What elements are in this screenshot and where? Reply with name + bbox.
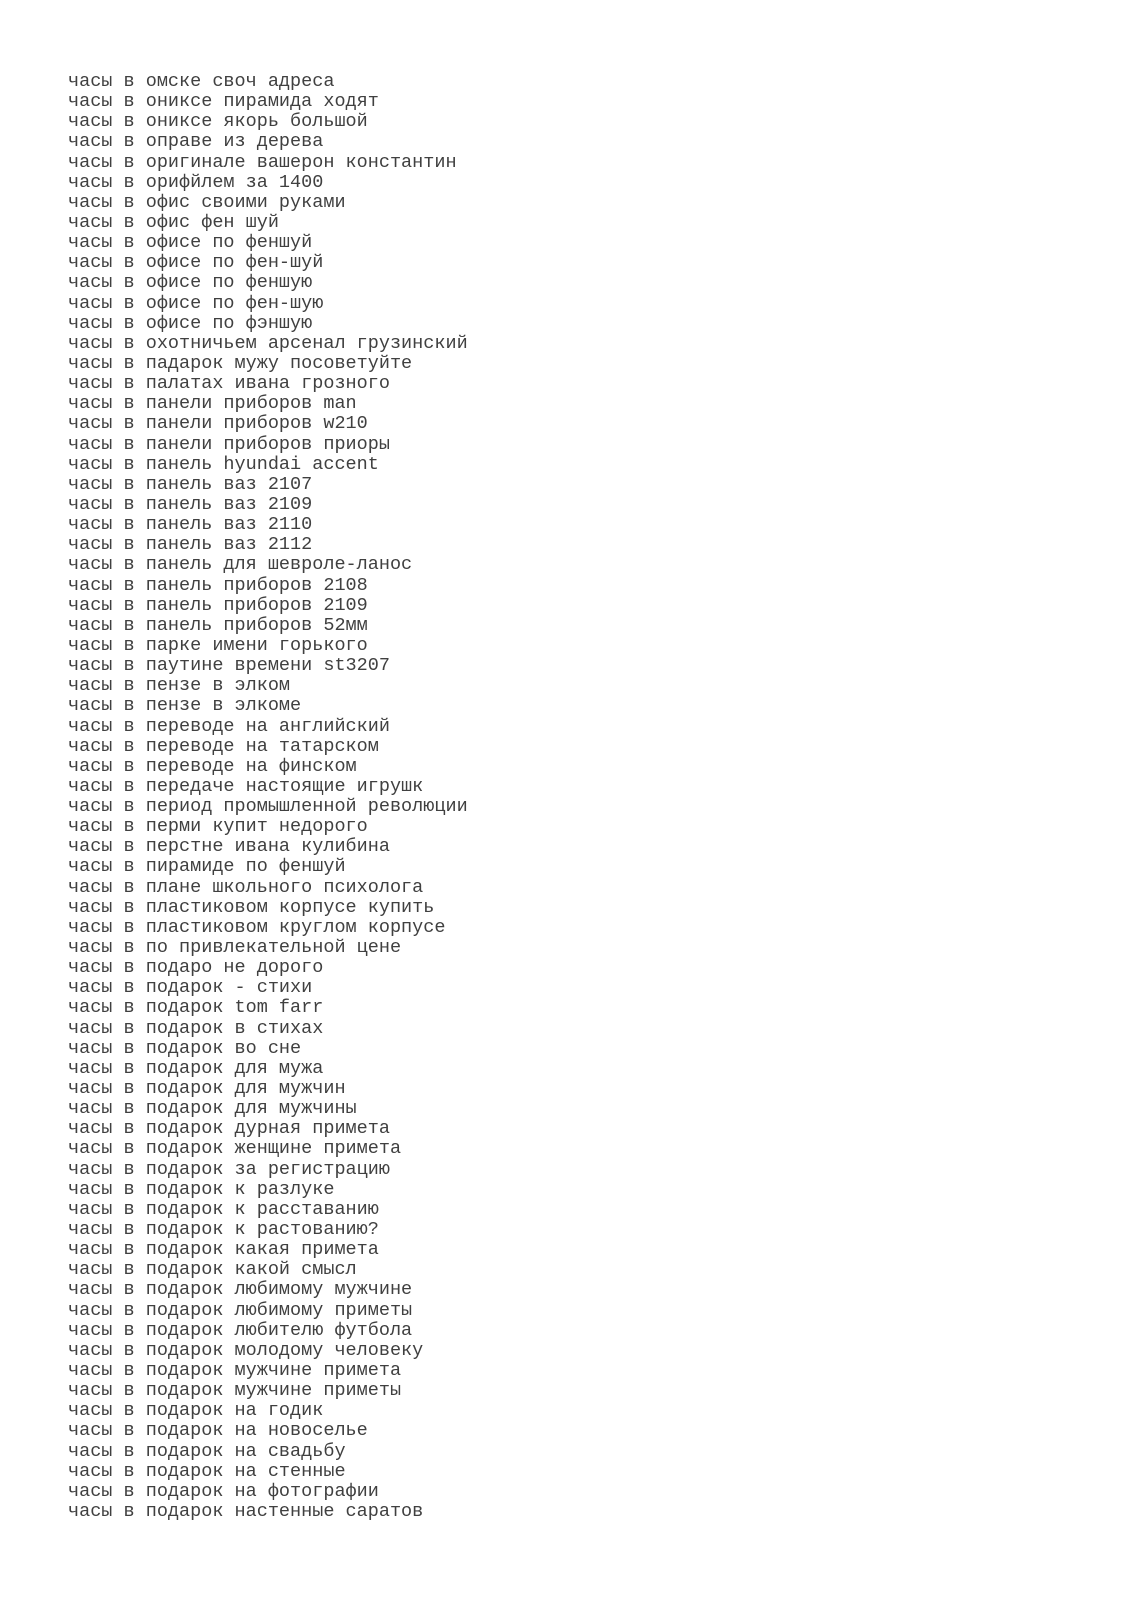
text-line: часы в омске своч адреса <box>68 71 335 92</box>
text-line: часы в по привлекательной цене <box>68 937 402 959</box>
text-line: часы в передаче настоящие игрушк <box>68 775 424 797</box>
text-line: часы в подарок мужчине приметы <box>68 1380 402 1402</box>
text-line: часы в подарок для мужа <box>68 1057 324 1079</box>
text-line: часы в подарок tom farr <box>68 997 324 1019</box>
text-line: часы в пензе в элком <box>68 675 291 697</box>
text-line: часы в подарок за регистрацию <box>68 1158 390 1180</box>
text-line: часы в перстне ивана кулибина <box>68 836 390 858</box>
text-line: часы в подарок - стихи <box>68 977 313 999</box>
text-line: часы в подарок в стихах <box>68 1017 324 1039</box>
text-line: часы в подарок на годик <box>68 1400 324 1422</box>
text-line: часы в перми купит недорого <box>68 816 368 838</box>
text-line: часы в офисе по фэншую <box>68 312 313 334</box>
text-line: часы в подарок молодому человеку <box>68 1339 424 1361</box>
text-line: часы в офисе по феншую <box>68 272 313 294</box>
text-line: часы в панель hyundai accent <box>68 453 379 475</box>
text-line: часы в офис своими руками <box>68 191 346 213</box>
text-line: часы в подарок женщине примета <box>68 1138 402 1160</box>
text-line: часы в подаро не дорого <box>68 957 324 979</box>
text-line: часы в офисе по фен-шуй <box>68 252 324 274</box>
text-line: часы в подарок для мужчины <box>68 1098 357 1120</box>
text-line: часы в подарок любимому приметы <box>68 1299 413 1321</box>
text-line: часы в офис фен шуй <box>68 211 279 233</box>
text-line: часы в переводе на финском <box>68 755 357 777</box>
text-line: часы в подарок на новоселье <box>68 1420 368 1442</box>
text-line: часы в подарок во сне <box>68 1037 302 1059</box>
text-line: часы в ониксе пирамида ходят <box>68 91 379 113</box>
text-line: часы в офисе по фен-шую <box>68 292 324 314</box>
text-line: часы в панель ваз 2107 <box>68 473 313 495</box>
text-line: часы в орифйлем за 1400 <box>68 171 324 193</box>
text-block <box>68 72 468 1522</box>
text-line: часы в парке имени горького <box>68 634 368 656</box>
text-line: часы в панели приборов w210 <box>68 413 368 435</box>
text-line: часы в подарок какой смысл <box>68 1259 357 1281</box>
text-line: часы в подарок любителю футбола <box>68 1319 413 1341</box>
text-line: часы в подарок на стенные <box>68 1460 346 1482</box>
text-line: часы в подарок на свадьбу <box>68 1440 346 1462</box>
text-line: часы в панель ваз 2112 <box>68 534 313 556</box>
text-line: часы в панель ваз 2110 <box>68 514 313 536</box>
text-line: часы в подарок настенные саратов <box>68 1500 424 1522</box>
text-line: часы в переводе на татарском <box>68 735 379 757</box>
text-line: часы в пирамиде по феншуй <box>68 856 346 878</box>
text-line: часы в панель приборов 2108 <box>68 574 368 596</box>
text-line: часы в плане школьного психолога <box>68 876 424 898</box>
text-line: часы в панели приборов man <box>68 393 357 415</box>
text-line: часы в подарок к растованию? <box>68 1219 379 1241</box>
text-line: часы в палатах ивана грозного <box>68 373 390 395</box>
text-line: часы в подарок к разлуке <box>68 1178 335 1200</box>
text-line: часы в подарок мужчине примета <box>68 1360 402 1381</box>
text-line: часы в подарок какая примета <box>68 1239 379 1261</box>
text-line: часы в подарок на фотографии <box>68 1480 379 1502</box>
text-line: часы в панель для шевроле-ланос <box>68 554 413 576</box>
text-line: часы в оригинале вашерон константин <box>68 151 457 173</box>
text-line: часы в пензе в элкоме <box>68 695 302 717</box>
text-line: часы в оправе из дерева <box>68 131 324 153</box>
text-line: часы в падарок мужу посоветуйте <box>68 352 413 374</box>
text-line: часы в панель приборов 52мм <box>68 614 368 636</box>
text-line: часы в панель приборов 2109 <box>68 594 368 616</box>
text-line: часы в охотничьем арсенал грузинский <box>68 332 468 354</box>
text-line: часы в подарок для мужчин <box>68 1078 346 1100</box>
text-line: часы в подарок к расставанию <box>68 1198 379 1220</box>
text-line: часы в подарок дурная примета <box>68 1118 390 1140</box>
text-line: часы в пластиковом круглом корпусе <box>68 916 446 938</box>
text-line: часы в панели приборов приоры <box>68 433 390 455</box>
text-line: часы в период промышленной революции <box>68 796 468 818</box>
text-line: часы в панель ваз 2109 <box>68 493 313 515</box>
text-line: часы в паутине времени st3207 <box>68 655 390 677</box>
text-line: часы в пластиковом корпусе купить <box>68 896 435 918</box>
text-line: часы в офисе по феншуй <box>68 232 313 254</box>
text-line: часы в переводе на английский <box>68 715 390 737</box>
text-line: часы в подарок любимому мужчине <box>68 1279 413 1301</box>
text-line: часы в ониксе якорь большой <box>68 111 368 133</box>
